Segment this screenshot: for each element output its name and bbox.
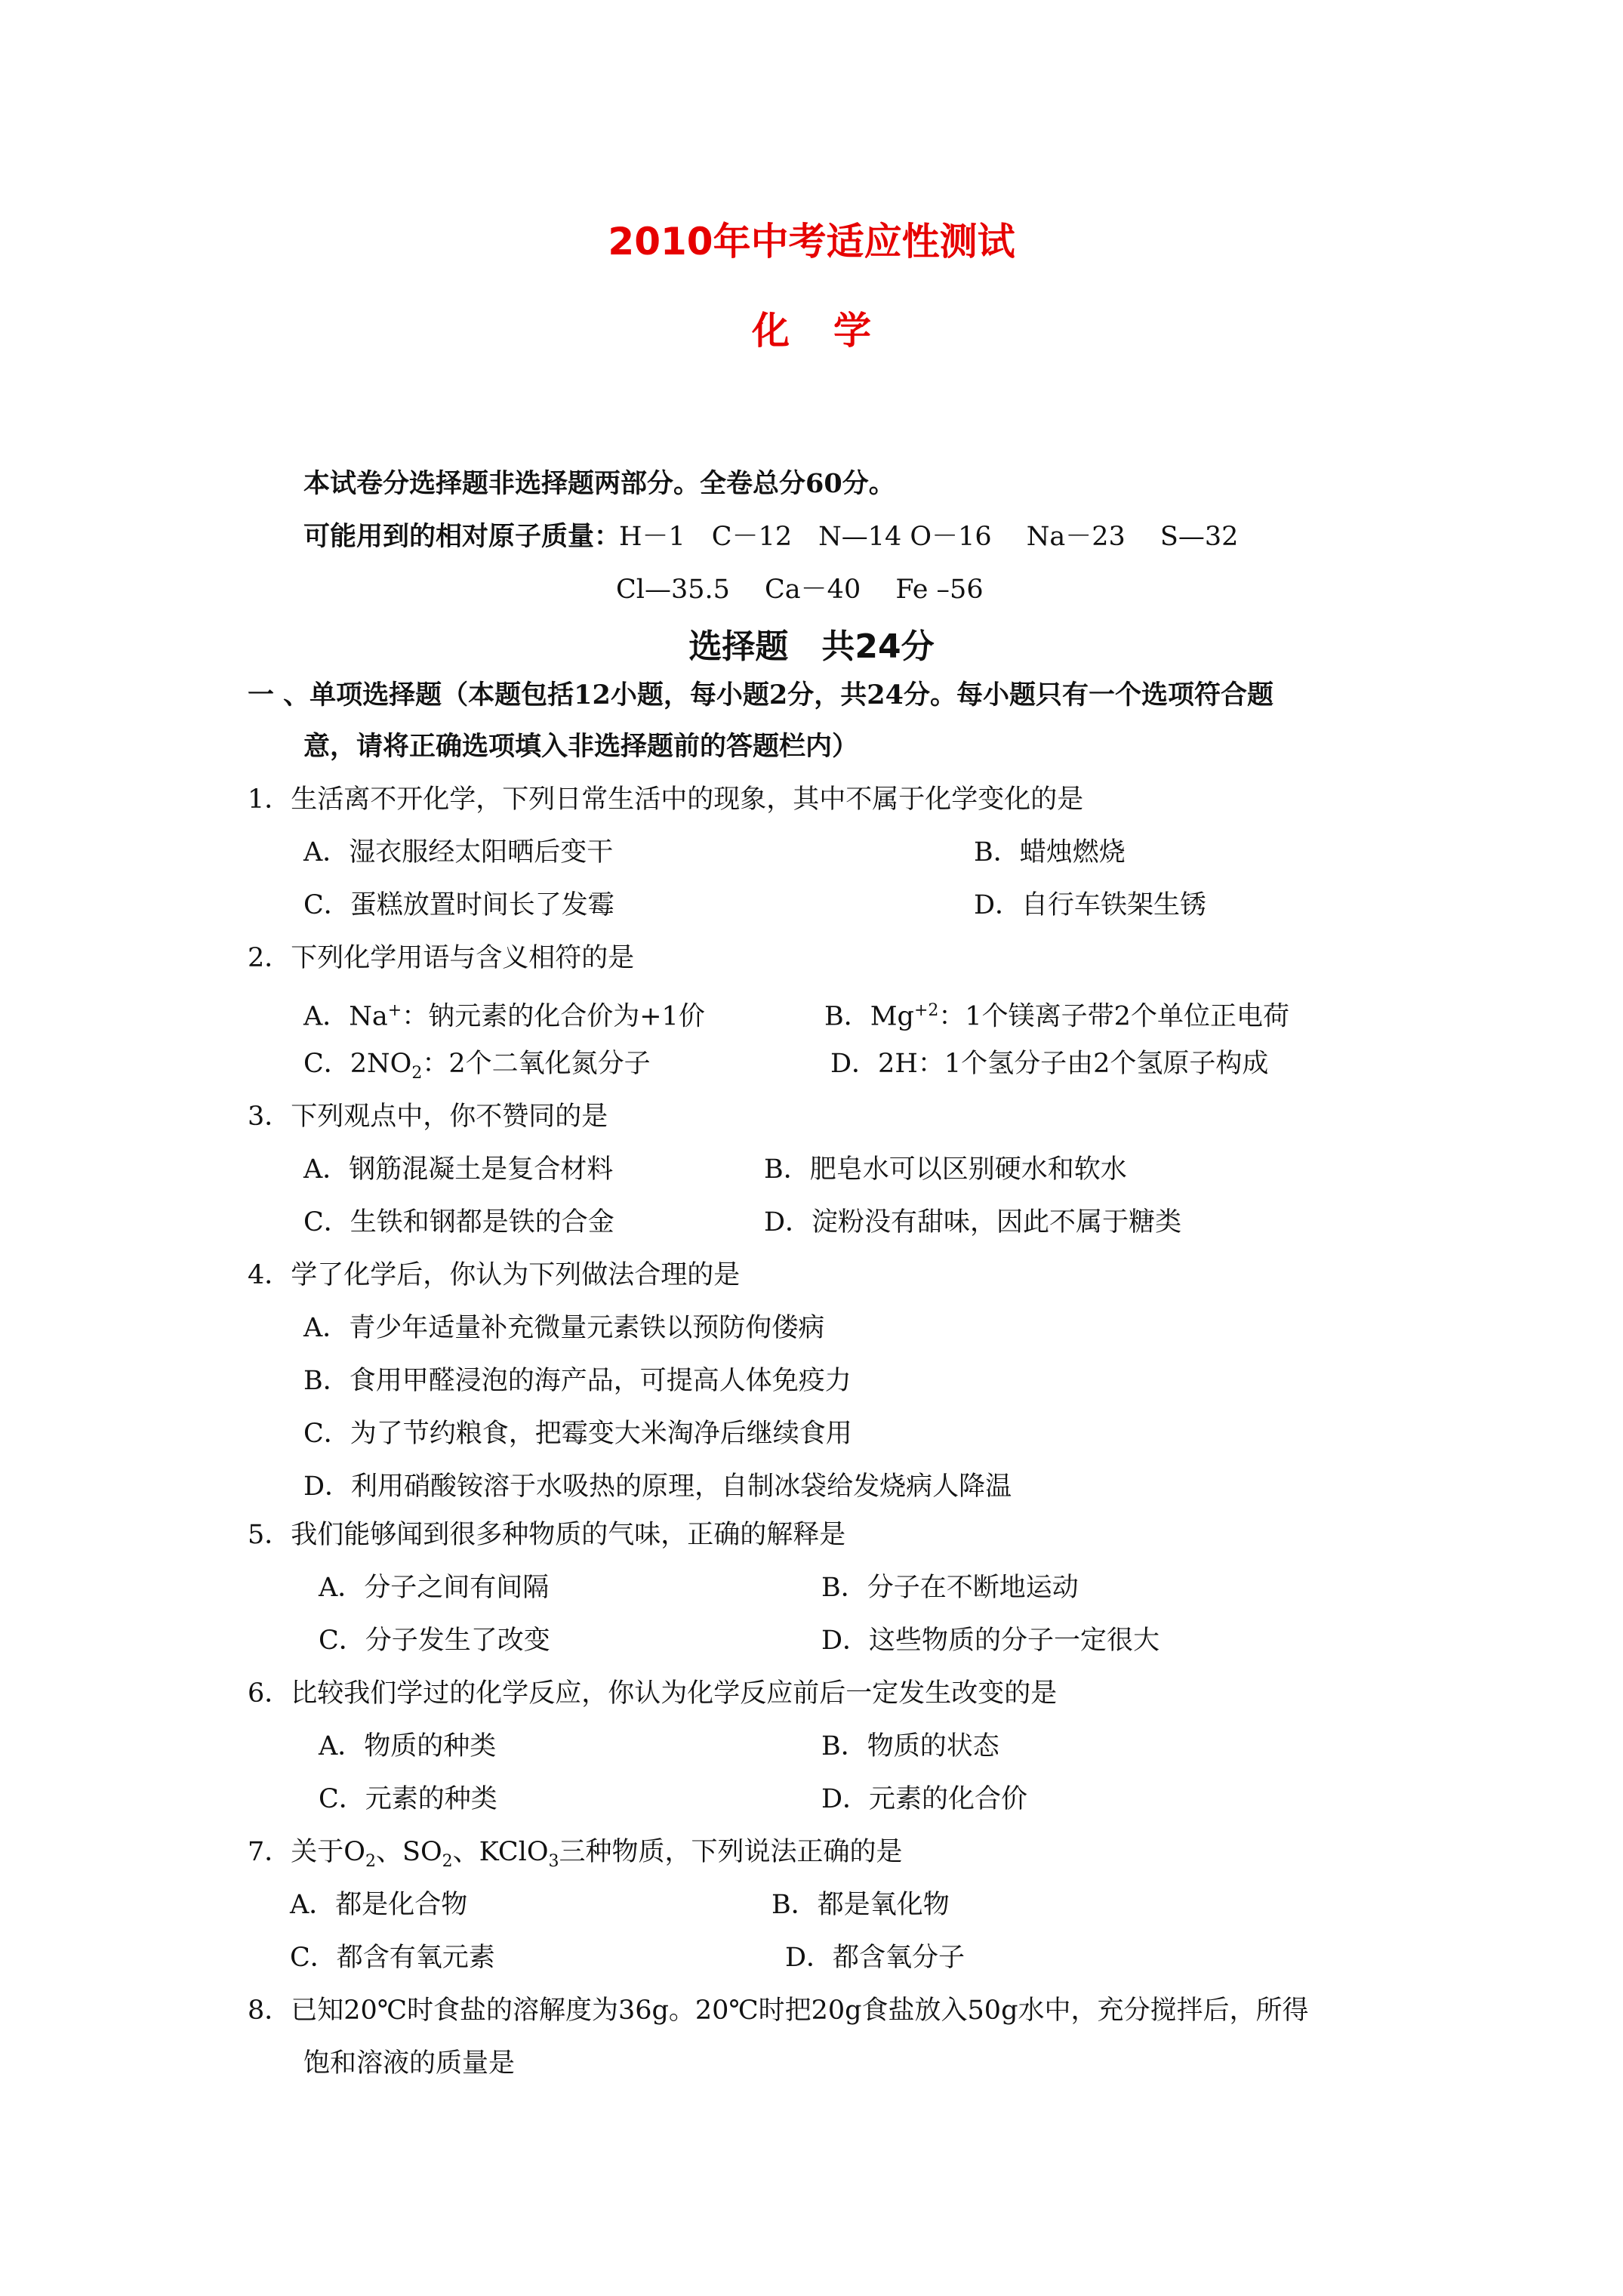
- q7-option-d: D．都含氧分子: [785, 1943, 965, 1973]
- q2-option-b: B．$Mg^{+2}$：1个镁离子带2个单位正电荷: [824, 1001, 1289, 1032]
- q6-option-d: D．元素的化合价: [821, 1784, 1028, 1814]
- q3-option-d: D．淀粉没有甜味，因此不属于糖类: [764, 1207, 1182, 1237]
- q7-option-b: B．都是氧化物: [771, 1890, 950, 1920]
- q5-option-d: D．这些物质的分子一定很大: [821, 1626, 1160, 1656]
- question-6: [248, 1676, 1057, 1711]
- question-stem: 已知20℃时食盐的溶解度为36g。20℃时把20g食盐放入50g水中，充分搅拌后，所得: [291, 1996, 1309, 2026]
- question-stem: 生活离不开化学，下列日常生活中的现象，其中不属于化学变化的是: [291, 784, 1084, 815]
- question-1: [248, 782, 1083, 817]
- q4-option-d: D．利用硝酸铵溶于水吸热的原理，自制冰袋给发烧病人降温: [303, 1472, 1012, 1502]
- question-8: [248, 1993, 1309, 2028]
- atomic-mass-values-2: Cl—35.5 Ca－40 Fe –56: [616, 575, 984, 605]
- question-stem: 下列化学用语与含义相符的是: [291, 943, 635, 973]
- exam-title: 2010年中考适应性测试: [608, 220, 1015, 264]
- part1-heading: 一 、单项选择题（本题包括12小题，每小题2分，共24分。每小题只有一个选项符合题: [248, 680, 1273, 710]
- q5-option-b: B．分子在不断地运动: [821, 1573, 1079, 1603]
- section-title: 选择题 共24分: [688, 627, 935, 666]
- q4-option-a: A．青少年适量补充微量元素铁以预防佝偻病: [303, 1313, 825, 1343]
- atomic-mass-values-1: H－1 C－12 N—14 O－16 Na－23 S—32: [619, 522, 1239, 552]
- question-stem: 比较我们学过的化学反应，你认为化学反应前后一定发生改变的是: [291, 1678, 1058, 1709]
- q3-option-a: A．钢筋混凝土是复合材料: [303, 1154, 614, 1185]
- question-number: 3．: [248, 1102, 291, 1132]
- q2-option-d: D．2H：1个氢分子由2个氢原子构成: [830, 1049, 1269, 1079]
- question-number: 6．: [248, 1678, 291, 1709]
- question-stem: 我们能够闻到很多种物质的气味，正确的解释是: [291, 1520, 846, 1550]
- q6-option-c: C．元素的种类: [319, 1784, 497, 1814]
- q5-option-c: C．分子发生了改变: [319, 1626, 550, 1656]
- question-number: 7．: [248, 1837, 291, 1867]
- question-number: 5．: [248, 1520, 291, 1550]
- question-3: [248, 1099, 608, 1134]
- q1-option-c: C．蛋糕放置时间长了发霉: [303, 890, 614, 920]
- question-number: 8．: [248, 1996, 291, 2026]
- question-stem: 学了化学后，你认为下列做法合理的是: [291, 1260, 741, 1290]
- question-4: [248, 1258, 740, 1293]
- question-5: [248, 1518, 845, 1552]
- q1-option-a: A．湿衣服经太阳晒后变干: [303, 837, 614, 868]
- part1-heading-cont: 意，请将正确选项填入非选择题前的答题栏内）: [303, 731, 859, 762]
- q2-option-c: C．$2NO_2$：2个二氧化氮分子: [303, 1049, 651, 1083]
- q1-option-d: D．自行车铁架生锈: [974, 890, 1207, 920]
- q2-option-a: A．Na+：钠元素的化合价为+1价: [303, 1001, 705, 1032]
- q6-option-b: B．物质的状态: [821, 1731, 999, 1761]
- intro-total-score: 本试卷分选择题非选择题两部分。全卷总分60分。: [303, 468, 895, 499]
- question-2: [248, 941, 634, 975]
- question-stem: 下列观点中，你不赞同的是: [291, 1102, 608, 1132]
- q4-option-b: B．食用甲醛浸泡的海产品，可提高人体免疫力: [303, 1366, 852, 1396]
- question-number: 2．: [248, 943, 291, 973]
- q7-option-c: C．都含有氧元素: [290, 1943, 495, 1973]
- subject-title: 化学: [752, 309, 915, 353]
- q3-option-b: B．肥皂水可以区别硬水和软水: [764, 1154, 1127, 1185]
- q5-option-a: A．分子之间有间隔: [319, 1573, 550, 1603]
- q3-option-c: C．生铁和钢都是铁的合金: [303, 1207, 614, 1237]
- question-number: 4．: [248, 1260, 291, 1290]
- question-7: 7．关于$O_2$、$SO_2$、KClO$_3$三种物质，下列说法正确的是: [248, 1837, 903, 1871]
- question-8-cont: 饱和溶液的质量是: [303, 2048, 516, 2079]
- question-number: 1．: [248, 784, 291, 815]
- q7-option-a: A．都是化合物: [290, 1890, 468, 1920]
- q6-option-a: A．物质的种类: [319, 1731, 497, 1761]
- atomic-mass-label: 可能用到的相对原子质量：: [303, 521, 621, 552]
- q1-option-b: B．蜡烛燃烧: [974, 837, 1126, 868]
- q4-option-c: C．为了节约粮食，把霉变大米淘净后继续食用: [303, 1419, 852, 1449]
